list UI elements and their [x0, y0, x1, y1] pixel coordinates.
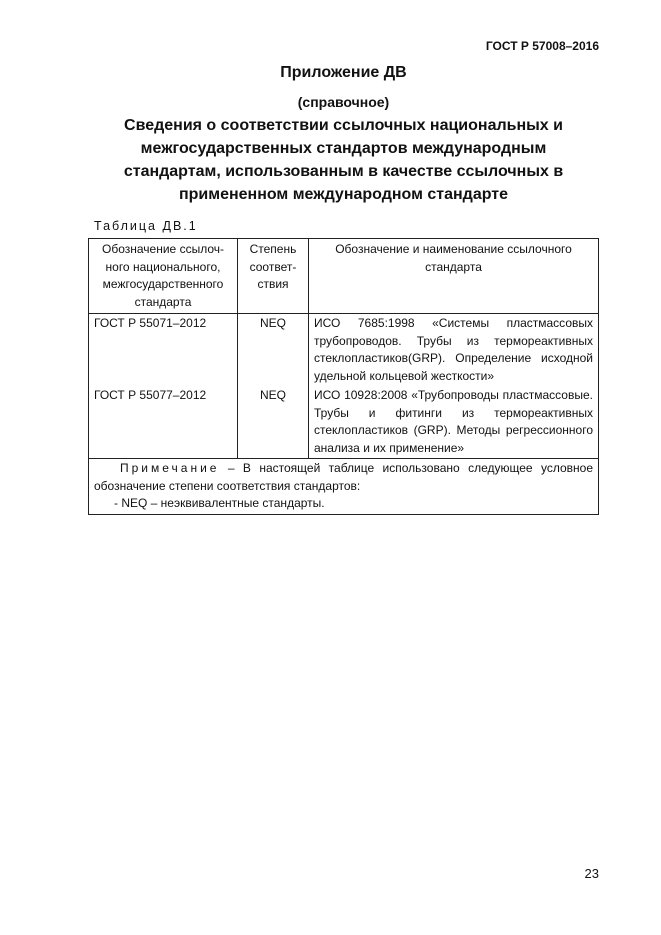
- header-line: соответ-: [249, 259, 297, 274]
- cell-degree: NEQ: [238, 314, 309, 387]
- page-number: 23: [584, 866, 599, 881]
- cell-standard: ГОСТ Р 55071–2012: [89, 314, 238, 387]
- header-line: Обозначение ссылоч-: [102, 242, 224, 256]
- cell-reference: ИСО 7685:1998 «Системы пластмассовых трубопроводов. Трубы из термореактивных стеклопластиков(GRP). Определение исходной удельной кольцевой жесткости»: [309, 314, 599, 387]
- table-caption: Таблица ДВ.1: [94, 219, 198, 233]
- header-line: стандарта: [134, 294, 192, 309]
- header-line: межгосударственного: [102, 277, 224, 291]
- appendix-title: Приложение ДВ: [280, 64, 407, 81]
- header-line: ствия: [257, 277, 289, 291]
- header-degree: [238, 239, 309, 314]
- caption-line: Сведения о соответствии ссылочных национальных и: [124, 117, 563, 134]
- note-label: Примечание: [120, 461, 220, 475]
- caption-line: примененном международном стандарте: [178, 186, 509, 203]
- document-code: ГОСТ Р 57008–2016: [485, 39, 599, 53]
- header-line: ного национального,: [105, 259, 221, 274]
- appendix-kind: (справочное): [297, 94, 390, 110]
- header-international-standard: [309, 239, 599, 314]
- note-text: – В настоящей таблице использовано следующее условное обозначение степени соответствия стандартов:: [94, 461, 593, 493]
- cell-reference: ИСО 10928:2008 «Трубопроводы пластмассовые. Трубы и фитинги из термореактивных стеклопластиков (GRP). Методы регрессионного анализа и их применение»: [309, 386, 599, 459]
- table-row: [89, 314, 599, 387]
- reference-table: [88, 238, 599, 515]
- cell-standard: ГОСТ Р 55077–2012: [89, 386, 238, 459]
- caption-line: стандартам, использованным в качестве ссылочных в: [123, 163, 564, 180]
- appendix-caption: [88, 114, 599, 206]
- table-row: [89, 386, 599, 459]
- table-header-row: [89, 239, 599, 314]
- table-note-row: [89, 459, 599, 515]
- header-line: Обозначение и наименование ссылочного: [335, 242, 572, 256]
- cell-degree: NEQ: [238, 386, 309, 459]
- caption-line: межгосударственных стандартов международным: [140, 140, 547, 157]
- header-line: Степень: [249, 242, 297, 256]
- header-national-standard: [89, 239, 238, 314]
- table-note: [89, 459, 599, 515]
- note-item: - NEQ – неэквивалентные стандарты.: [114, 496, 325, 510]
- header-line: стандарта: [425, 259, 482, 274]
